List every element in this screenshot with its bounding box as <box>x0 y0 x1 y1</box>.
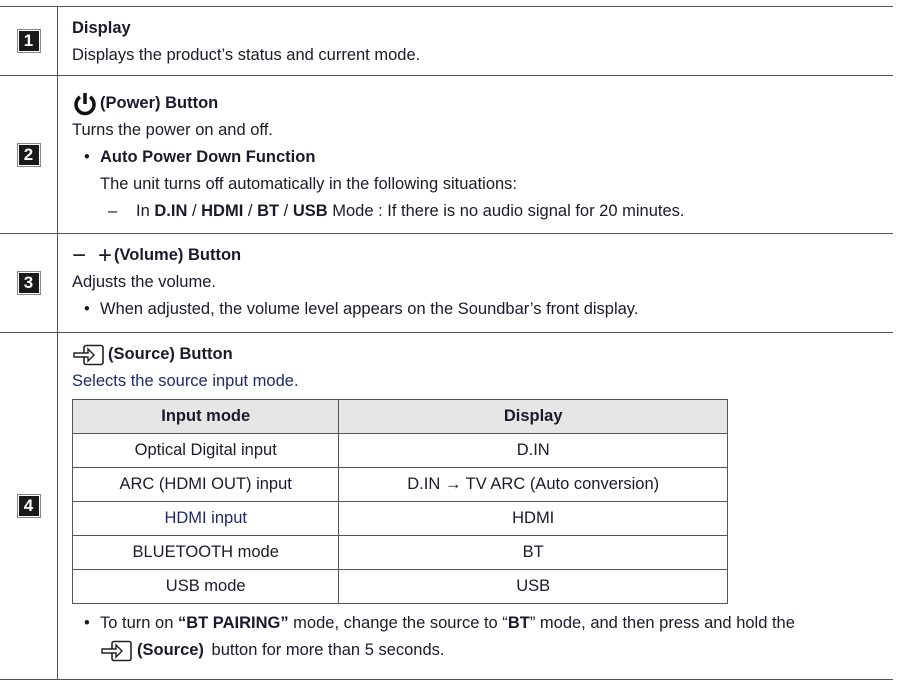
row-title: Display <box>72 19 131 37</box>
table-row: HDMI input HDMI <box>73 502 728 536</box>
row-desc: Adjusts the volume. <box>72 273 216 291</box>
table-row: ARC (HDMI OUT) input D.IN → TV ARC (Auto conversion) <box>73 468 728 502</box>
source-icon <box>72 344 106 366</box>
plus-icon: + <box>98 242 113 269</box>
row-title: (Power) Button <box>100 94 219 112</box>
number-badge: 2 <box>19 145 39 165</box>
row-display <box>0 7 893 76</box>
row-volume <box>0 234 893 333</box>
mode-condition: – In D.IN / HDMI / BT / USB Mode : If there is no audio signal for 20 minutes. <box>72 198 684 225</box>
input-mode-table: Input mode Display Optical Digital input D.IN ARC (HDMI OUT) input D.IN → TV ARC (Auto conversion) HDMI input HDMI BLUETOOTH mode BT USB mode USB <box>72 399 728 604</box>
feature-table <box>0 6 893 680</box>
table-row: BLUETOOTH mode BT <box>73 536 728 570</box>
bullet-title: Auto Power Down Function <box>100 148 316 166</box>
bullet-text: • When adjusted, the volume level appears on the Soundbar’s front display. <box>72 296 638 323</box>
number-badge: 4 <box>19 496 39 516</box>
table-row: USB mode USB <box>73 570 728 604</box>
row-title: (Source) Button <box>108 345 233 363</box>
number-badge: 3 <box>19 273 39 293</box>
number-badge: 1 <box>19 31 39 51</box>
row-power <box>0 76 893 234</box>
row-desc: Selects the source input mode. <box>72 372 299 390</box>
power-icon <box>72 91 98 117</box>
row-desc: Turns the power on and off. <box>72 121 273 139</box>
row-desc: Displays the product’s status and current mode. <box>72 46 421 64</box>
row-title: (Volume) Button <box>114 246 242 264</box>
row-source: 4 (Source) Button Selects the source input mode. Input mode Display Optical Digital input D.IN ARC (HDMI OUT) input D.IN → TV ARC (Auto conversion) HDMI input HDMI BLUETOOTH mode BT USB mode USB • To turn on “BT PAIRING” mode, change the source to “BT” mode, and then press and hold the (Source) button for more than 5 seconds. <box>0 333 893 680</box>
table-row: Optical Digital input D.IN <box>73 434 728 468</box>
bullet-desc: The unit turns off automatically in the following situations: <box>100 175 518 193</box>
source-icon <box>100 640 134 662</box>
minus-icon: − <box>72 242 87 269</box>
bt-pairing-note: • To turn on “BT PAIRING” mode, change the source to “BT” mode, and then press and hold the <box>72 610 795 637</box>
